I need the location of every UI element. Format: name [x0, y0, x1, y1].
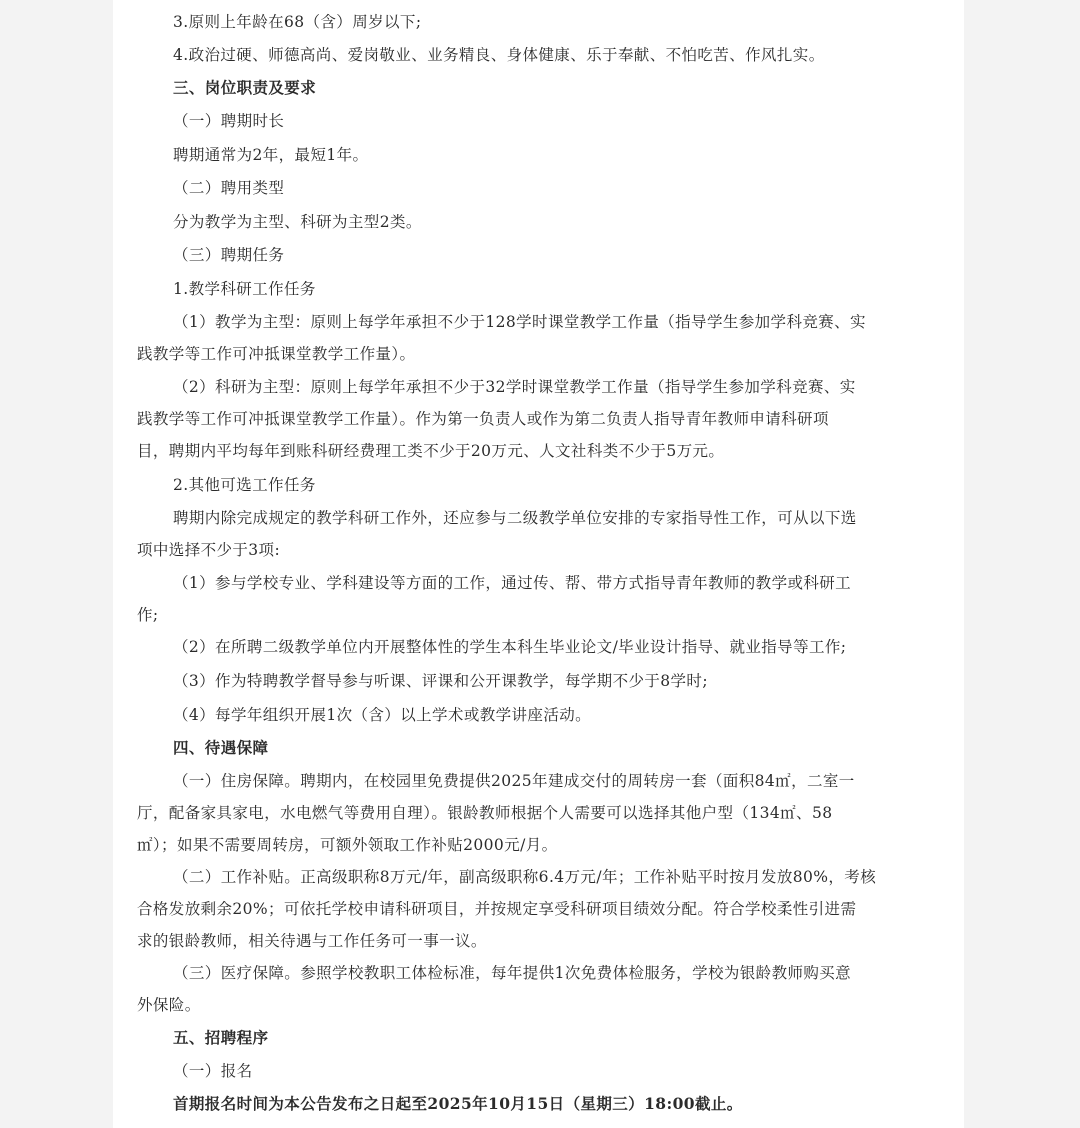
paragraph-line: （2）科研为主型：原则上每学年承担不少于32学时课堂教学工作量（指导学生参加学科竞赛、实 — [173, 378, 856, 396]
paragraph-line: （1）参与学校专业、学科建设等方面的工作，通过传、帮、带方式指导青年教师的教学或科研工 — [173, 574, 852, 592]
paragraph-line: 首期报名时间为本公告发布之日起至2025年10月15日（星期三）18:00截止。 — [173, 1094, 743, 1113]
paragraph-line: （二）工作补贴。正高级职称8万元/年，副高级职称6.4万元/年；工作补贴平时按月发放80%，考核 — [173, 868, 877, 886]
subsection-heading: （一）聘期时长 — [173, 112, 285, 130]
paragraph-line: （1）教学为主型：原则上每学年承担不少于128学时课堂教学工作量（指导学生参加学科竞赛、实 — [173, 313, 866, 331]
paragraph-line: 聘期内除完成规定的教学科研工作外，还应参与二级教学单位安排的专家指导性工作，可从以下选 — [173, 509, 857, 527]
paragraph-line: （三）医疗保障。参照学校教职工体检标准，每年提供1次免费体检服务，学校为银龄教师购买意 — [173, 964, 852, 982]
paragraph-line: 外保险。 — [137, 996, 201, 1014]
paragraph-line: 目，聘期内平均每年到账科研经费理工类不少于20万元、人文社科类不少于5万元。 — [137, 442, 725, 460]
document-page — [113, 0, 964, 1128]
section-heading: 五、招聘程序 — [173, 1028, 269, 1047]
paragraph-line: 项中选择不少于3项: — [137, 541, 281, 559]
paragraph-line: （一）住房保障。聘期内，在校园里免费提供2025年建成交付的周转房一套（面积84㎡，二室一 — [173, 772, 855, 790]
paragraph-line: （4）每学年组织开展1次（含）以上学术或教学讲座活动。 — [173, 706, 592, 724]
paragraph-line: 作; — [137, 606, 159, 624]
item-heading: 1.教学科研工作任务 — [173, 280, 316, 298]
paragraph-line: 3.原则上年龄在68（含）周岁以下; — [173, 13, 422, 31]
paragraph-line: （2）在所聘二级教学单位内开展整体性的学生本科生毕业论文/毕业设计指导、就业指导等工作; — [173, 638, 847, 656]
paragraph-line: 求的银龄教师，相关待遇与工作任务可一事一议。 — [137, 932, 487, 950]
paragraph-line: 践教学等工作可冲抵课堂教学工作量）。 — [137, 345, 416, 363]
paragraph-line: 4.政治过硬、师德高尚、爱岗敬业、业务精良、身体健康、乐于奉献、不怕吃苦、作风扎实。 — [173, 46, 825, 64]
paragraph-line: 践教学等工作可冲抵课堂教学工作量）。作为第一负责人或作为第二负责人指导青年教师申请科研项 — [137, 410, 829, 428]
item-heading: 2.其他可选工作任务 — [173, 476, 316, 494]
subsection-heading: （三）聘期任务 — [173, 246, 285, 264]
section-heading: 三、岗位职责及要求 — [173, 78, 317, 97]
paragraph-line: ㎡）；如果不需要周转房，可额外领取工作补贴2000元/月。 — [137, 836, 558, 854]
paragraph-line: （3）作为特聘教学督导参与听课、评课和公开课教学，每学期不少于8学时; — [173, 672, 708, 690]
paragraph-line: 合格发放剩余20%；可依托学校申请科研项目，并按规定享受科研项目绩效分配。符合学校柔性引进需 — [137, 900, 857, 918]
subsection-heading: （二）聘用类型 — [173, 179, 285, 197]
paragraph-line: 厅，配备家具家电，水电燃气等费用自理）。银龄教师根据个人需要可以选择其他户型（134㎡、58 — [137, 804, 833, 822]
paragraph-line: 分为教学为主型、科研为主型2类。 — [173, 213, 422, 231]
paragraph-line: 聘期通常为2年，最短1年。 — [173, 146, 369, 164]
section-heading: 四、待遇保障 — [173, 738, 269, 757]
subsection-heading: （一）报名 — [173, 1062, 253, 1080]
